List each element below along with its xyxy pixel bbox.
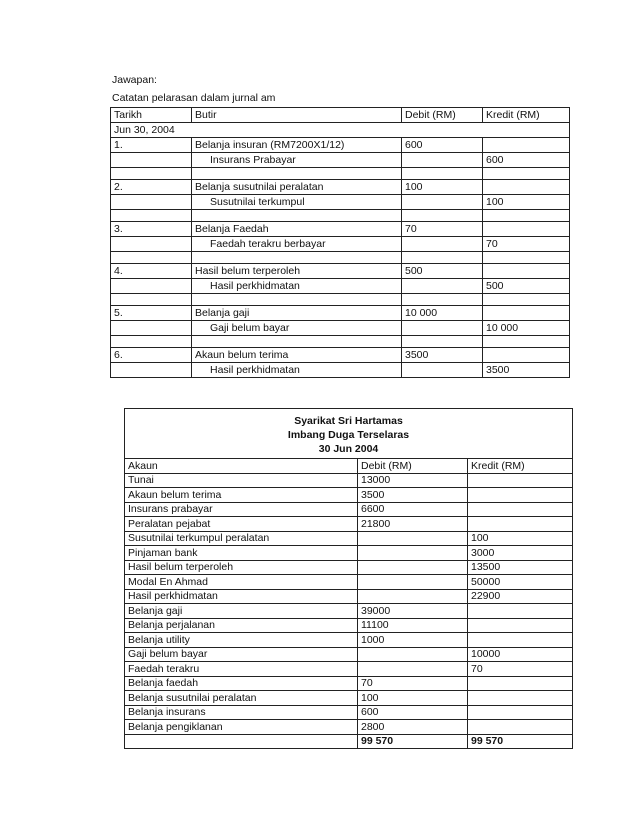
total-debit: 99 570 bbox=[358, 734, 468, 749]
debit-amount: 70 bbox=[358, 676, 468, 691]
empty-cell bbox=[402, 294, 483, 306]
entry-number: 2. bbox=[111, 180, 192, 195]
journal-spacer-row bbox=[111, 252, 570, 264]
journal-spacer-row bbox=[111, 168, 570, 180]
journal-credit-row bbox=[111, 195, 570, 210]
general-journal-table bbox=[110, 107, 570, 378]
trial-balance-row bbox=[125, 575, 573, 590]
journal-credit-row bbox=[111, 237, 570, 252]
empty-cell bbox=[192, 168, 402, 180]
col-header-date: Tarikh bbox=[111, 108, 192, 123]
entry-number: 1. bbox=[111, 138, 192, 153]
debit-account: Belanja Faedah bbox=[192, 222, 402, 237]
journal-credit-row bbox=[111, 153, 570, 168]
trial-balance-row bbox=[125, 531, 573, 546]
journal-header-row bbox=[111, 108, 570, 123]
trial-balance-row bbox=[125, 589, 573, 604]
journal-debit-row bbox=[111, 306, 570, 321]
account-name: Gaji belum bayar bbox=[125, 647, 358, 662]
trial-header-row bbox=[125, 459, 573, 474]
date-empty bbox=[111, 237, 192, 252]
total-credit: 99 570 bbox=[468, 734, 573, 749]
entry-number: 4. bbox=[111, 264, 192, 279]
date-empty bbox=[111, 153, 192, 168]
debit-amount: 39000 bbox=[358, 604, 468, 619]
credit-amount-empty bbox=[483, 138, 570, 153]
date-empty bbox=[111, 321, 192, 336]
col-header-debit: Debit (RM) bbox=[402, 108, 483, 123]
debit-amount-empty bbox=[402, 153, 483, 168]
credit-amount bbox=[468, 502, 573, 517]
debit-amount-empty bbox=[402, 321, 483, 336]
journal-spacer-row bbox=[111, 210, 570, 222]
debit-amount bbox=[358, 546, 468, 561]
empty-cell bbox=[192, 210, 402, 222]
trial-balance-heading bbox=[125, 409, 573, 459]
empty-cell bbox=[483, 252, 570, 264]
account-name: Hasil belum terperoleh bbox=[125, 560, 358, 575]
credit-amount: 13500 bbox=[468, 560, 573, 575]
journal-debit-row bbox=[111, 138, 570, 153]
credit-amount bbox=[468, 488, 573, 503]
credit-amount: 22900 bbox=[468, 589, 573, 604]
credit-amount bbox=[468, 473, 573, 488]
credit-amount: 100 bbox=[483, 195, 570, 210]
credit-amount: 3000 bbox=[468, 546, 573, 561]
credit-amount bbox=[468, 705, 573, 720]
col-header-credit: Kredit (RM) bbox=[483, 108, 570, 123]
debit-amount bbox=[358, 647, 468, 662]
col-header-item: Butir bbox=[192, 108, 402, 123]
debit-amount-empty bbox=[402, 363, 483, 378]
empty-cell bbox=[111, 336, 192, 348]
empty-cell bbox=[111, 252, 192, 264]
trial-balance-row bbox=[125, 488, 573, 503]
debit-amount: 2800 bbox=[358, 720, 468, 735]
credit-amount bbox=[468, 604, 573, 619]
debit-amount: 11100 bbox=[358, 618, 468, 633]
debit-amount: 100 bbox=[402, 180, 483, 195]
credit-amount-empty bbox=[483, 264, 570, 279]
empty-cell bbox=[402, 336, 483, 348]
trial-balance-date: 30 Jun 2004 bbox=[318, 443, 379, 455]
credit-account: Hasil perkhidmatan bbox=[192, 363, 402, 378]
trial-balance-row bbox=[125, 473, 573, 488]
debit-account: Hasil belum terperoleh bbox=[192, 264, 402, 279]
account-name: Insurans prabayar bbox=[125, 502, 358, 517]
empty-cell bbox=[402, 252, 483, 264]
debit-amount bbox=[358, 662, 468, 677]
trial-balance-table bbox=[124, 408, 573, 749]
trial-balance-row bbox=[125, 517, 573, 532]
credit-amount-empty bbox=[483, 348, 570, 363]
credit-amount: 50000 bbox=[468, 575, 573, 590]
empty-cell bbox=[402, 168, 483, 180]
journal-credit-row bbox=[111, 321, 570, 336]
trial-balance-row bbox=[125, 720, 573, 735]
trial-balance-heading-row bbox=[125, 409, 573, 459]
journal-subtitle: Catatan pelarasan dalam jurnal am bbox=[112, 92, 276, 104]
debit-amount bbox=[358, 589, 468, 604]
credit-amount-empty bbox=[483, 222, 570, 237]
debit-account: Belanja susutnilai peralatan bbox=[192, 180, 402, 195]
empty-cell bbox=[111, 168, 192, 180]
trial-balance-row bbox=[125, 618, 573, 633]
answer-label: Jawapan: bbox=[112, 74, 157, 86]
credit-amount bbox=[468, 633, 573, 648]
debit-amount-empty bbox=[402, 237, 483, 252]
credit-account: Susutnilai terkumpul bbox=[192, 195, 402, 210]
date-empty bbox=[111, 279, 192, 294]
account-name: Belanja susutnilai peralatan bbox=[125, 691, 358, 706]
account-name: Faedah terakru bbox=[125, 662, 358, 677]
col-header-debit: Debit (RM) bbox=[358, 459, 468, 474]
credit-amount-empty bbox=[483, 180, 570, 195]
journal-debit-row bbox=[111, 348, 570, 363]
account-name: Hasil perkhidmatan bbox=[125, 589, 358, 604]
date-empty bbox=[111, 195, 192, 210]
journal-debit-row bbox=[111, 264, 570, 279]
trial-balance-row bbox=[125, 647, 573, 662]
debit-amount: 1000 bbox=[358, 633, 468, 648]
trial-balance-row bbox=[125, 633, 573, 648]
account-name: Belanja pengiklanan bbox=[125, 720, 358, 735]
entry-number: 3. bbox=[111, 222, 192, 237]
account-name: Belanja gaji bbox=[125, 604, 358, 619]
debit-amount: 13000 bbox=[358, 473, 468, 488]
account-name: Belanja faedah bbox=[125, 676, 358, 691]
credit-amount: 70 bbox=[468, 662, 573, 677]
debit-amount: 3500 bbox=[402, 348, 483, 363]
credit-amount: 10000 bbox=[468, 647, 573, 662]
journal-spacer-row bbox=[111, 336, 570, 348]
journal-credit-row bbox=[111, 363, 570, 378]
account-name: Akaun belum terima bbox=[125, 488, 358, 503]
account-name: Belanja perjalanan bbox=[125, 618, 358, 633]
credit-amount bbox=[468, 618, 573, 633]
journal-debit-row bbox=[111, 180, 570, 195]
empty-cell bbox=[192, 336, 402, 348]
credit-amount: 600 bbox=[483, 153, 570, 168]
empty-cell bbox=[111, 294, 192, 306]
credit-account: Insurans Prabayar bbox=[192, 153, 402, 168]
debit-amount bbox=[358, 575, 468, 590]
credit-amount bbox=[468, 720, 573, 735]
entry-number: 5. bbox=[111, 306, 192, 321]
debit-amount: 3500 bbox=[358, 488, 468, 503]
credit-amount-empty bbox=[483, 306, 570, 321]
account-name: Modal En Ahmad bbox=[125, 575, 358, 590]
debit-amount: 500 bbox=[402, 264, 483, 279]
credit-amount: 100 bbox=[468, 531, 573, 546]
debit-amount: 100 bbox=[358, 691, 468, 706]
debit-amount: 600 bbox=[402, 138, 483, 153]
empty-cell bbox=[483, 210, 570, 222]
trial-balance-title: Imbang Duga Terselaras bbox=[287, 429, 410, 441]
account-name: Peralatan pejabat bbox=[125, 517, 358, 532]
debit-amount: 70 bbox=[402, 222, 483, 237]
empty-cell bbox=[483, 336, 570, 348]
empty-cell bbox=[192, 252, 402, 264]
journal-spacer-row bbox=[111, 294, 570, 306]
credit-account: Gaji belum bayar bbox=[192, 321, 402, 336]
journal-credit-row bbox=[111, 279, 570, 294]
empty-cell bbox=[402, 210, 483, 222]
journal-debit-row bbox=[111, 222, 570, 237]
credit-account: Hasil perkhidmatan bbox=[192, 279, 402, 294]
trial-balance-row bbox=[125, 560, 573, 575]
trial-balance-row bbox=[125, 676, 573, 691]
debit-account: Belanja gaji bbox=[192, 306, 402, 321]
col-header-account: Akaun bbox=[125, 459, 358, 474]
debit-amount: 6600 bbox=[358, 502, 468, 517]
credit-amount bbox=[468, 517, 573, 532]
credit-amount: 500 bbox=[483, 279, 570, 294]
total-label-empty bbox=[125, 734, 358, 749]
trial-balance-row bbox=[125, 502, 573, 517]
credit-amount bbox=[468, 676, 573, 691]
trial-balance-row bbox=[125, 662, 573, 677]
account-name: Susutnilai terkumpul peralatan bbox=[125, 531, 358, 546]
debit-amount bbox=[358, 531, 468, 546]
credit-amount: 3500 bbox=[483, 363, 570, 378]
debit-account: Belanja insuran (RM7200X1/12) bbox=[192, 138, 402, 153]
trial-balance-row bbox=[125, 604, 573, 619]
trial-balance-row bbox=[125, 546, 573, 561]
trial-balance-row bbox=[125, 691, 573, 706]
debit-amount: 600 bbox=[358, 705, 468, 720]
debit-amount: 21800 bbox=[358, 517, 468, 532]
account-name: Belanja utility bbox=[125, 633, 358, 648]
credit-amount: 70 bbox=[483, 237, 570, 252]
credit-amount bbox=[468, 691, 573, 706]
empty-cell bbox=[192, 294, 402, 306]
journal-date: Jun 30, 2004 bbox=[111, 123, 570, 138]
credit-amount: 10 000 bbox=[483, 321, 570, 336]
debit-amount-empty bbox=[402, 195, 483, 210]
empty-cell bbox=[111, 210, 192, 222]
account-name: Pinjaman bank bbox=[125, 546, 358, 561]
empty-cell bbox=[483, 294, 570, 306]
account-name: Belanja insurans bbox=[125, 705, 358, 720]
empty-cell bbox=[483, 168, 570, 180]
debit-amount bbox=[358, 560, 468, 575]
trial-balance-row bbox=[125, 705, 573, 720]
debit-amount: 10 000 bbox=[402, 306, 483, 321]
col-header-credit: Kredit (RM) bbox=[468, 459, 573, 474]
account-name: Tunai bbox=[125, 473, 358, 488]
date-empty bbox=[111, 363, 192, 378]
journal-date-row bbox=[111, 123, 570, 138]
debit-amount-empty bbox=[402, 279, 483, 294]
debit-account: Akaun belum terima bbox=[192, 348, 402, 363]
credit-account: Faedah terakru berbayar bbox=[192, 237, 402, 252]
entry-number: 6. bbox=[111, 348, 192, 363]
trial-balance-total-row bbox=[125, 734, 573, 749]
company-name: Syarikat Sri Hartamas bbox=[294, 415, 403, 427]
